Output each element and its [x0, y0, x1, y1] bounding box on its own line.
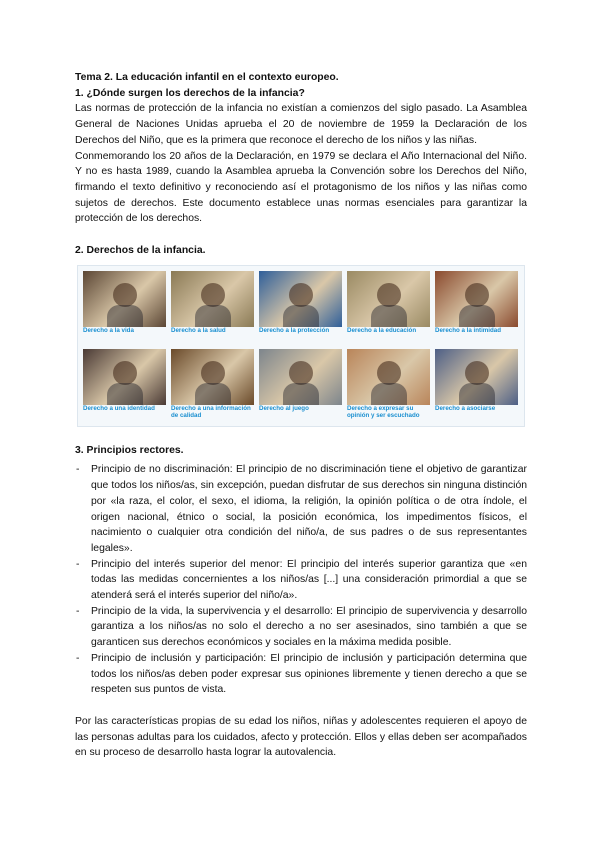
right-caption: Derecho a la salud	[171, 326, 226, 334]
right-card	[347, 271, 430, 335]
section1-paragraph-1: Las normas de protección de la infancia no existían a comienzos del siglo pasado. La Asamblea General de Naciones Unidas aprueba el 20 de noviembre de 1959 la Declaración de los Derechos del Niño, que es la primera que reconoce el derecho de los niños y las niñas.	[75, 103, 527, 146]
right-photo	[259, 349, 342, 405]
child-figure	[201, 283, 225, 307]
document-title: Tema 2. La educación infantil en el contexto europeo.	[75, 72, 339, 83]
child-body	[195, 383, 231, 405]
right-card	[171, 349, 254, 420]
right-caption: Derecho a la vida	[83, 326, 134, 334]
child-figure	[465, 283, 489, 307]
child-body	[283, 305, 319, 327]
child-body	[371, 383, 407, 405]
principle-item: - Principio de no discriminación: El principio de no discriminación tiene el objetivo de garantizar que todos los niños/as, sin excepción, puedan disfrutar de sus derechos sin ninguna distinción por «la raza, el color, el sexo, el idioma, la religión, la opinión política o de otra índole, el origen nacional, étnico o social, la posición económica, los impedimentos físicos, el nacimiento o cualquier otra condición del niño/a, de sus padres o de sus representantes legales».	[76, 464, 527, 554]
document-page	[75, 70, 527, 761]
right-caption: Derecho a asociarse	[435, 404, 496, 412]
child-figure	[113, 361, 137, 385]
child-body	[459, 305, 495, 327]
right-photo	[435, 349, 518, 405]
child-figure	[113, 283, 137, 307]
child-body	[283, 383, 319, 405]
child-figure	[289, 361, 313, 385]
right-caption: Derecho a la intimidad	[435, 326, 502, 334]
right-photo	[259, 271, 342, 327]
right-card	[259, 349, 342, 413]
child-figure	[377, 283, 401, 307]
right-card	[435, 349, 518, 413]
child-figure	[377, 361, 401, 385]
right-card	[171, 271, 254, 335]
section1-heading: 1. ¿Dónde surgen los derechos de la infancia?	[75, 87, 305, 99]
principle-item: - Principio del interés superior del menor: El principio del interés superior garantiza que «en todas las medidas concernientes a los niños/as [...] una consideración primordial a que se atenderá será el interés superior del niño/a».	[76, 558, 527, 602]
section2-heading: 2. Derechos de la infancia.	[75, 245, 206, 257]
right-photo	[435, 271, 518, 327]
right-caption: Derecho a la protección	[259, 326, 330, 334]
right-photo	[171, 349, 254, 405]
child-body	[107, 383, 143, 405]
principle-text: Principio del interés superior del menor: El principio del interés superior garantiza que «en todas las medidas concernientes a los niños/as [...] una consideración primordial a que se atenderá será el interés superior del niño/a».	[91, 558, 527, 602]
child-body	[195, 305, 231, 327]
right-photo	[347, 271, 430, 327]
principle-item: - Principio de inclusión y participación: El principio de inclusión y participación determina que todos los niños/as deben poder expresar sus opiniones libremente y tienen derecho a que se respeten sus puntos de vista.	[76, 652, 527, 696]
closing-paragraph: Por las características propias de su edad los niños, niñas y adolescentes requieren el apoyo de las personas adultas para los cuidados, afecto y protección. Ellos y ellas deben ser acompañados en su proceso de desarrollo hasta lograr la autovalencia.	[75, 715, 527, 759]
principles-list	[75, 462, 527, 698]
right-card	[435, 271, 518, 335]
right-card	[347, 349, 430, 420]
right-caption: Derecho a la educación	[347, 326, 417, 334]
right-photo	[347, 349, 430, 405]
child-figure	[201, 361, 225, 385]
principle-item: - Principio de la vida, la supervivencia y el desarrollo: El principio de supervivencia y desarrollo garantiza a los niños/as no solo el derecho a no ser asesinados, sino también a que se garanticen sus derechos económicos y sociales en la máxima medida posible.	[76, 605, 527, 649]
principle-text: Principio de inclusión y participación: El principio de inclusión y participación determina que todos los niños/as deben poder expresar sus opiniones libremente y tienen derecho a que se respeten sus puntos de vista.	[91, 652, 527, 696]
rights-image-grid	[77, 265, 525, 427]
child-figure	[465, 361, 489, 385]
right-caption: Derecho a una identidad	[83, 404, 155, 412]
right-photo	[83, 349, 166, 405]
section1-paragraph-2: Conmemorando los 20 años de la Declaración, en 1979 se declara el Año Internacional del Niño. Y no es hasta 1989, cuando la Asamblea aprueba la Convención sobre los Derechos del Niño, firmando el texto definitivo y reconociendo así el protagonismo de los niños y las niñas como sujetos de derechos. Este documento establece unas normas esenciales para garantizar la protección de los derechos.	[75, 150, 527, 225]
child-body	[107, 305, 143, 327]
section3-heading: 3. Principios rectores.	[75, 444, 184, 456]
right-caption: Derecho al juego	[259, 404, 309, 412]
right-card	[83, 271, 166, 335]
child-body	[371, 305, 407, 327]
principle-text: Principio de no discriminación: El principio de no discriminación tiene el objetivo de garantizar que todos los niños/as, sin excepción, puedan disfrutar de sus derechos sin ninguna distinción por «la raza, el color, el sexo, el idioma, la religión, la opinión política o de otra índole, el origen nacional, étnico o social, la posición económica, los impedimentos físicos, el nacimiento o cualquier otra condición del niño/a, de sus padres o de sus representantes legales».	[91, 464, 527, 554]
right-caption: Derecho a una información de calidad	[171, 404, 251, 419]
right-photo	[83, 271, 166, 327]
right-card	[259, 271, 342, 335]
principle-text: Principio de la vida, la supervivencia y el desarrollo: El principio de supervivencia y desarrollo garantiza a los niños/as no solo el derecho a no ser asesinados, sino también a que se garanticen sus derechos económicos y sociales en la máxima medida posible.	[91, 605, 527, 649]
right-card	[83, 349, 166, 413]
right-photo	[171, 271, 254, 327]
right-caption: Derecho a expresar su opinión y ser escuchado	[347, 404, 420, 419]
child-figure	[289, 283, 313, 307]
child-body	[459, 383, 495, 405]
